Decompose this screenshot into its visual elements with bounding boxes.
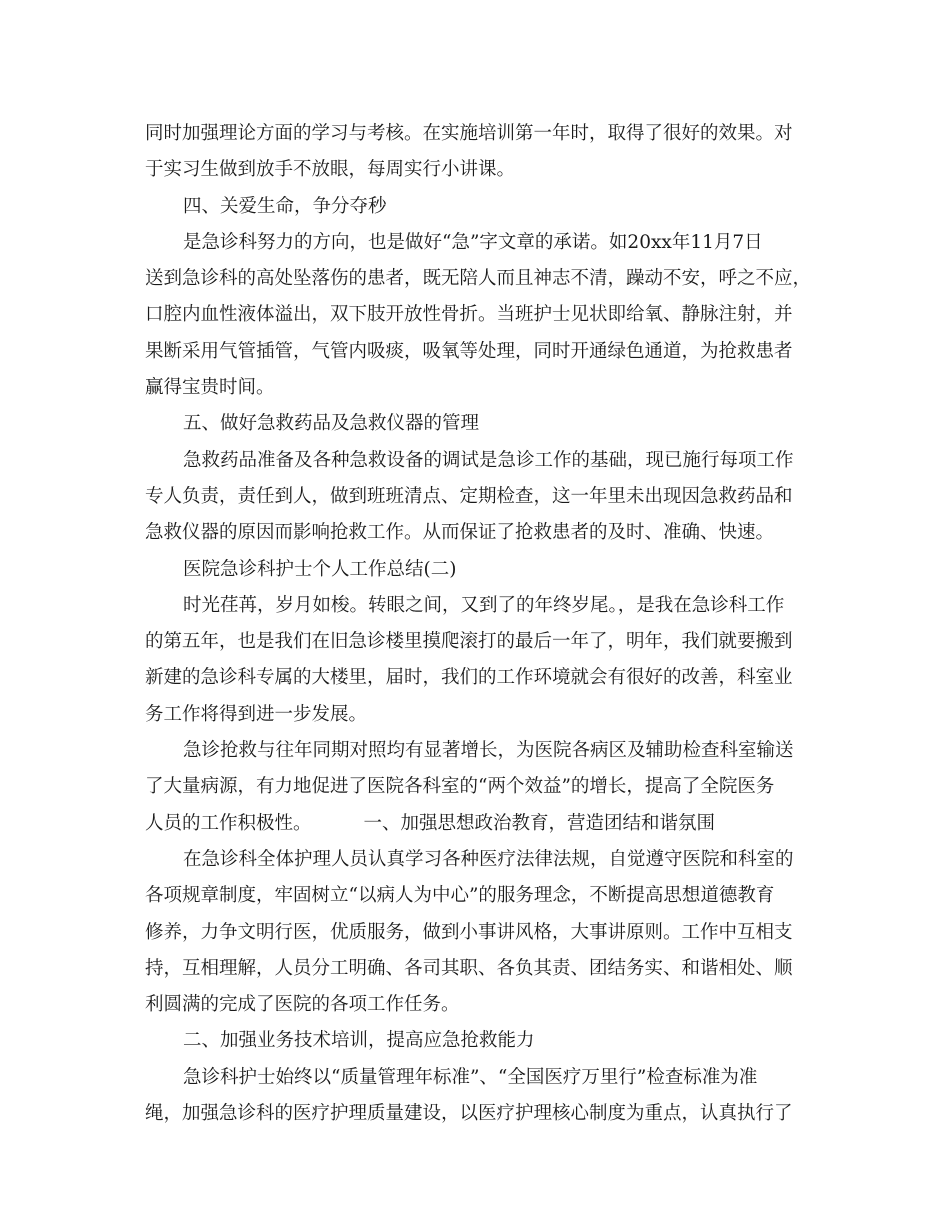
text-line: 同时加强理论方面的学习与考核。在实施培训第一年时，取得了很好的效果。对	[145, 123, 793, 144]
text-line: 于实习生做到放手不放眼，每周实行小讲课。	[145, 159, 516, 181]
text-line: 在急诊科全体护理人员认真学习各种医疗法律法规，自觉遵守医院和科室的	[183, 848, 794, 870]
text-line: 急救仪器的原因而影响抢救工作。从而保证了抢救患者的及时、准确、快速。	[145, 522, 775, 544]
text-line: 时光荏苒，岁月如梭。转眼之间，又到了的年终岁尾。，是我在急诊科工作	[183, 594, 785, 616]
text-fragment: 人员的工作积极性。	[145, 812, 312, 834]
text-line: 是急诊科努力的方向，也是做好“急”字文章的承诺。如20xx年11月7日	[183, 231, 763, 253]
section-heading: 一、加强思想政治教育，营造团结和谐氛围	[363, 812, 716, 834]
text-line: 送到急诊科的高处坠落伤的患者，既无陪人而且神志不清，躁动不安，呼之不应，	[145, 268, 812, 290]
section-heading: 五、做好急救药品及急救仪器的管理	[183, 413, 480, 435]
text-line: 修养，力争文明行医，优质服务，做到小事讲风格，大事讲原则。工作中互相支	[145, 921, 793, 943]
text-line: 果断采用气管插管，气管内吸痰，吸氧等处理，同时开通绿色通道，为抢救患者	[145, 340, 793, 362]
text-line: 了大量病源，有力地促进了医院各科室的“两个效益”的增长，提高了全院医务	[145, 776, 775, 798]
text-line: 各项规章制度，牢固树立“以病人为中心”的服务理念，不断提高思想道德教育	[145, 885, 775, 907]
text-line: 专人负责，责任到人，做到班班清点、定期检查，这一年里未出现因急救药品和	[145, 485, 793, 507]
section-heading: 四、关爱生命，争分夺秒	[183, 195, 387, 217]
text-line: 急诊抢救与往年同期对照均有显著增长，为医院各病区及辅助检查科室输送	[183, 740, 794, 762]
text-line: 急救药品准备及各种急救设备的调试是急诊工作的基础，现已施行每项工作	[183, 449, 794, 471]
text-line: 急诊科护士始终以“质量管理年标准”、“全国医疗万里行”检查标准为准	[183, 1066, 758, 1088]
text-line: 持，互相理解，人员分工明确、各司其职、各负其责、团结务实、和谐相处、顺	[145, 957, 793, 979]
text-line: 新建的急诊科专属的大楼里，届时，我们的工作环境就会有很好的改善，科室业	[145, 667, 793, 689]
text-line: 利圆满的完成了医院的各项工作任务。	[145, 994, 460, 1016]
text-line: 绳，加强急诊科的医疗护理质量建设，以医疗护理核心制度为重点，认真执行了	[145, 1103, 793, 1125]
text-line-with-heading	[145, 806, 805, 842]
text-line: 口腔内血性液体溢出，双下肢开放性骨折。当班护士见状即给氧、静脉注射，并	[145, 304, 793, 326]
text-line: 赢得宝贵时间。	[145, 377, 275, 399]
body-text	[145, 116, 812, 1132]
text-line: 务工作将得到进一步发展。	[145, 703, 368, 725]
section-heading: 二、加强业务技术培训，提高应急抢救能力	[183, 1030, 535, 1052]
document-subtitle: 医院急诊科护士个人工作总结(二)	[183, 558, 457, 580]
text-line: 的第五年，也是我们在旧急诊楼里摸爬滚打的最后一年了，明年，我们就要搬到	[145, 631, 793, 653]
